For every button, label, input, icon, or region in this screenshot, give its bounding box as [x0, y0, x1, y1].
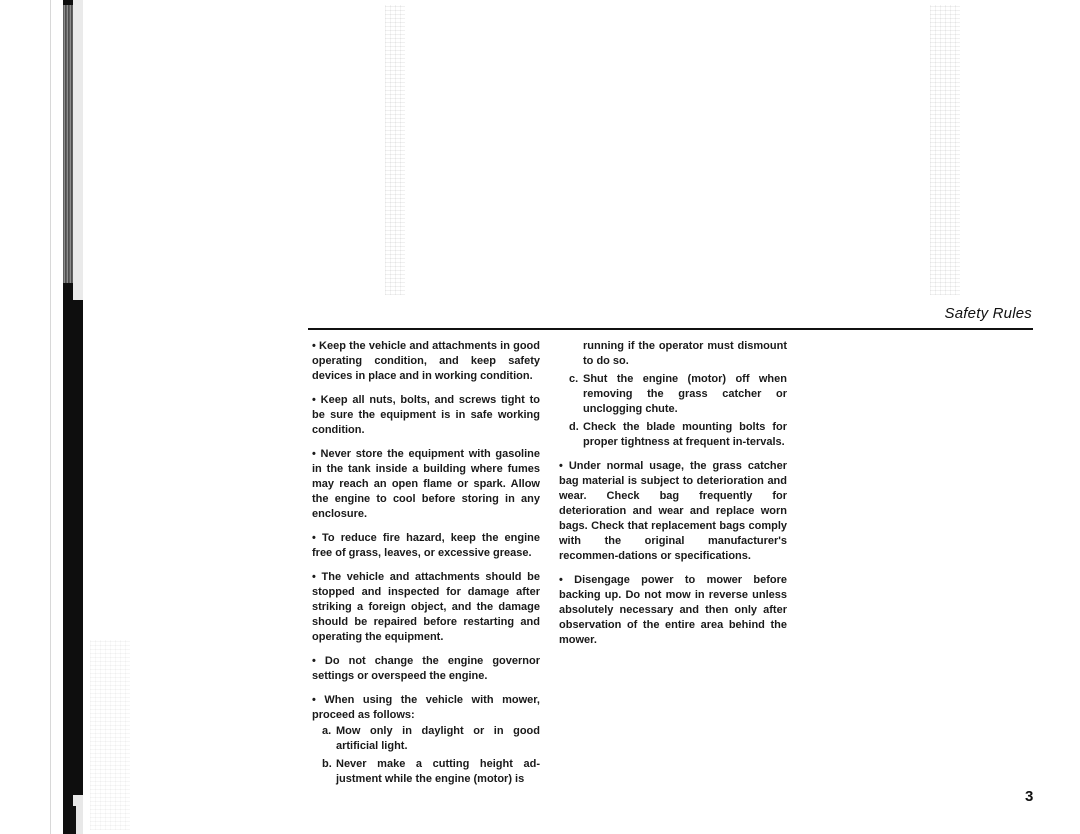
paragraph: • The vehicle and attachments should be stopped and inspected for damage after striking a foreign object, and the damage should be repaired before restarting and operating the equipment. [312, 571, 540, 643]
page-edge-line [50, 0, 51, 834]
list-item-label: a. [322, 725, 332, 737]
page-number: 3 [1025, 788, 1034, 805]
list-item [322, 724, 540, 754]
list-item [569, 372, 787, 417]
list-item-label: b. [322, 758, 332, 770]
left-column [312, 339, 540, 790]
list-item-text: Check the blade mounting bolts for proper tightness at frequent in-tervals. [583, 421, 787, 448]
list-item-label: d. [569, 421, 579, 433]
binding-spine-texture [63, 5, 73, 283]
paragraph: • Disengage power to mower before backing up. Do not mow in reverse unless absolutely necessary and then only after observation of the entire area behind the mower. [559, 574, 787, 646]
binding-spine-tab [70, 806, 76, 834]
list-item-text: Mow only in daylight or in good artificial light. [336, 725, 540, 752]
list-item-text: Never make a cutting height ad-justment while the engine (motor) is [336, 758, 540, 785]
list-item-continuation: running if the operator must dismount to do so. [583, 340, 787, 367]
section-title: Safety Rules [944, 305, 1032, 322]
scan-noise [385, 5, 405, 295]
scan-noise [930, 5, 960, 295]
paragraph: • Under normal usage, the grass catcher bag material is subject to deterioration and wear. Check bag frequently for deterioration and wear and replace worn bags. Check that replacement bags comply with the original manufacturer's recommen-dations or specifications. [559, 460, 787, 562]
mower-steps-list-continued [559, 372, 787, 450]
list-item-text: Shut the engine (motor) off when removing the grass catcher or unclogging chute. [583, 373, 787, 415]
mower-steps-list [312, 724, 540, 787]
paragraph: • Never store the equipment with gasoline in the tank inside a building where fumes may reach an open flame or spark. Allow the engine to cool before storing in any enclosure. [312, 448, 540, 520]
list-item [569, 420, 787, 450]
scan-noise [90, 640, 130, 830]
binding-spine-highlight [73, 0, 83, 300]
paragraph: • Do not change the engine governor settings or overspeed the engine. [312, 655, 540, 682]
paragraph: • Keep all nuts, bolts, and screws tight to be sure the equipment is in safe working condition. [312, 394, 540, 436]
paragraph: • Keep the vehicle and attachments in good operating condition, and keep safety devices in place and in working condition. [312, 340, 540, 382]
list-item [322, 757, 540, 787]
header-rule [308, 328, 1033, 330]
paragraph: • To reduce fire hazard, keep the engine free of grass, leaves, or excessive grease. [312, 532, 540, 559]
right-column [559, 339, 787, 657]
list-item-label: c. [569, 373, 579, 385]
paragraph: • When using the vehicle with mower, proceed as follows: [312, 694, 540, 721]
